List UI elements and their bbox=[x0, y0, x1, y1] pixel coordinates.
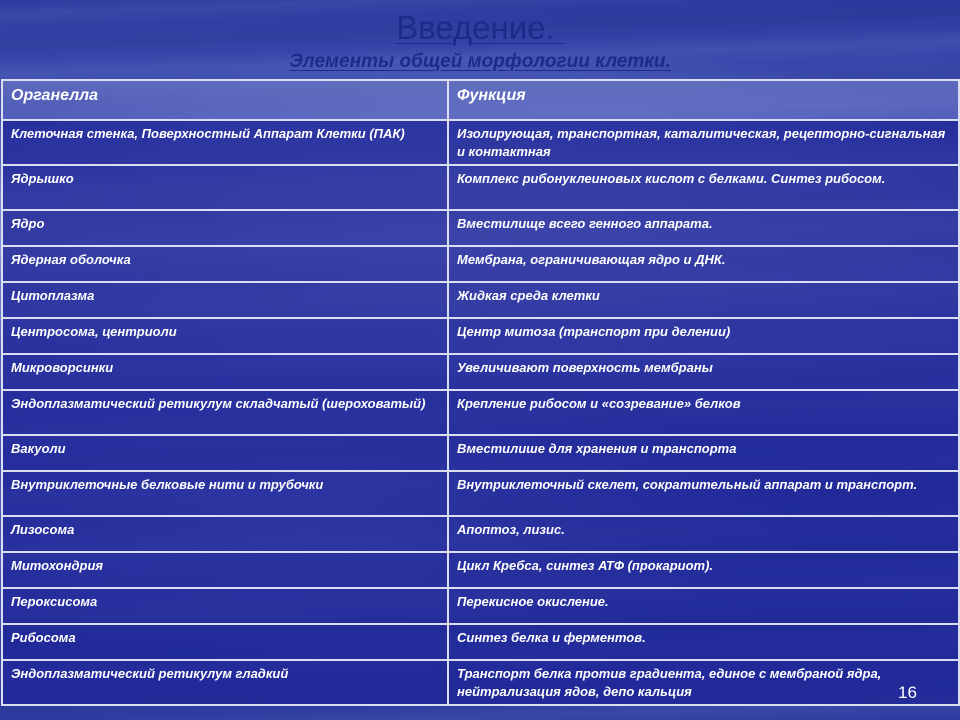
function-cell: Перекисное окисление. bbox=[448, 588, 959, 624]
organelle-cell: Эндоплазматический ретикулум гладкий bbox=[2, 660, 448, 705]
function-cell: Центр митоза (транспорт при делении) bbox=[448, 318, 959, 354]
function-cell: Крепление рибосом и «созревание» белков bbox=[448, 390, 959, 435]
table-row bbox=[2, 588, 959, 624]
function-cell: Вместилище всего генного аппарата. bbox=[448, 210, 959, 246]
organelle-cell: Внутриклеточные белковые нити и трубочки bbox=[2, 471, 448, 516]
organelle-cell: Лизосома bbox=[2, 516, 448, 552]
function-cell: Изолирующая, транспортная, каталитическая, рецепторно-сигнальная и контактная bbox=[448, 120, 959, 165]
table-row bbox=[2, 471, 959, 516]
table-row bbox=[2, 210, 959, 246]
organelle-cell: Вакуоли bbox=[2, 435, 448, 471]
function-cell: Вместилише для хранения и транспорта bbox=[448, 435, 959, 471]
table-row bbox=[2, 165, 959, 210]
slide-subtitle: Элементы общей морфологии клетки. bbox=[289, 51, 671, 72]
function-cell: Внутриклеточный скелет, сократительный аппарат и транспорт. bbox=[448, 471, 959, 516]
organelle-cell: Клеточная стенка, Поверхностный Аппарат Клетки (ПАК) bbox=[2, 120, 448, 165]
function-cell: Синтез белка и ферментов. bbox=[448, 624, 959, 660]
table-row bbox=[2, 354, 959, 390]
header-function: Функция bbox=[448, 80, 959, 120]
table-row bbox=[2, 516, 959, 552]
table-row bbox=[2, 120, 959, 165]
function-cell: Цикл Кребса, синтез АТФ (прокариот). bbox=[448, 552, 959, 588]
table-row bbox=[2, 624, 959, 660]
organelle-cell: Цитоплазма bbox=[2, 282, 448, 318]
table-row bbox=[2, 552, 959, 588]
organelle-cell: Рибосома bbox=[2, 624, 448, 660]
organelle-cell: Пероксисома bbox=[2, 588, 448, 624]
table-row bbox=[2, 435, 959, 471]
organelle-cell: Центросома, центриоли bbox=[2, 318, 448, 354]
organelle-cell: Ядрышко bbox=[2, 165, 448, 210]
page-number: 16 bbox=[898, 683, 917, 702]
function-cell: Апоптоз, лизис. bbox=[448, 516, 959, 552]
table-row bbox=[2, 660, 959, 705]
organelle-cell: Митохондрия bbox=[2, 552, 448, 588]
function-cell: Мембрана, ограничивающая ядро и ДНК. bbox=[448, 246, 959, 282]
table-header-row bbox=[2, 80, 959, 120]
table-row bbox=[2, 246, 959, 282]
function-cell: Жидкая среда клетки bbox=[448, 282, 959, 318]
header-organelle: Органелла bbox=[2, 80, 448, 120]
table-row bbox=[2, 318, 959, 354]
function-cell: Комплекс рибонуклеиновых кислот с белками. Синтез рибосом. bbox=[448, 165, 959, 210]
organelle-cell: Ядро bbox=[2, 210, 448, 246]
function-cell: Увеличивают поверхность мембраны bbox=[448, 354, 959, 390]
function-cell: Транспорт белка против градиента, единое с мембраной ядра, нейтрализация ядов, депо кальция bbox=[448, 660, 959, 705]
organelle-cell: Эндоплазматический ретикулум складчатый (шероховатый) bbox=[2, 390, 448, 435]
slide-title: Введение. bbox=[396, 9, 564, 46]
organelle-cell: Микроворсинки bbox=[2, 354, 448, 390]
organelle-cell: Ядерная оболочка bbox=[2, 246, 448, 282]
table-row bbox=[2, 390, 959, 435]
table-row bbox=[2, 282, 959, 318]
organelle-table bbox=[1, 79, 960, 706]
